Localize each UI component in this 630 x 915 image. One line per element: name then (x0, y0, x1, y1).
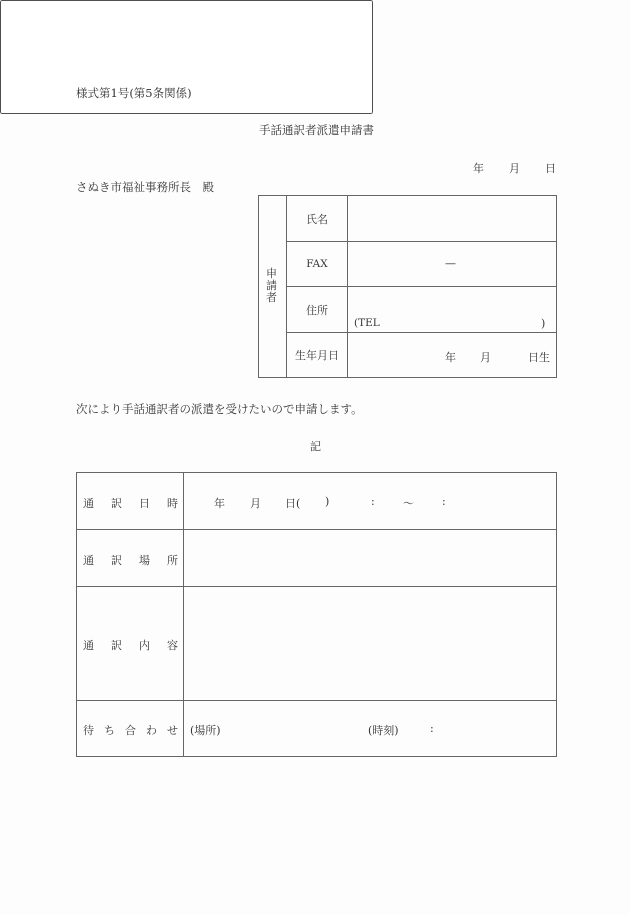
label-char: 待 (83, 724, 94, 737)
tel-close: ) (541, 317, 546, 330)
address-field[interactable] (350, 289, 557, 315)
date-day-label: 日 (545, 162, 556, 175)
table-border (258, 195, 259, 378)
name-label: 氏名 (306, 212, 328, 226)
name-field[interactable] (350, 198, 557, 240)
datetime-colon-start: : (371, 495, 375, 508)
interpretation-place-field[interactable] (186, 532, 557, 585)
label-char: 訳 (111, 554, 122, 567)
birth-month-label: 月 (480, 351, 491, 364)
date-year-label: 年 (473, 162, 484, 175)
datetime-paren-close: ) (325, 495, 330, 508)
addressee: さぬき市福祉事務所長 殿 (76, 180, 214, 194)
birth-day-label: 日生 (528, 351, 550, 364)
tel-field[interactable] (382, 315, 541, 332)
label-char: 訳 (111, 497, 122, 510)
fax-label: FAX (306, 258, 328, 270)
label-char: 者 (266, 291, 277, 304)
datetime-tilde: 〜 (403, 497, 414, 510)
date-month-label: 月 (509, 162, 520, 175)
label-char: 申 (266, 267, 277, 280)
table-divider (183, 472, 184, 757)
datetime-colon-end: : (442, 495, 446, 508)
meeting-place-field[interactable] (226, 705, 370, 753)
meeting-place-label: (場所) (190, 724, 221, 737)
ki-label: 記 (310, 440, 321, 453)
label-char: 合 (125, 724, 136, 737)
label-char: わ (146, 724, 157, 737)
label-char: 通 (83, 639, 94, 652)
meeting-time-field[interactable] (405, 705, 549, 753)
table-border (76, 472, 77, 757)
form-number: 様式第1号(第5条関係) (76, 86, 192, 100)
label-char: 請 (266, 279, 277, 292)
tel-open: (TEL (354, 317, 380, 329)
label-char: 通 (83, 554, 94, 567)
label-char: 容 (167, 639, 178, 652)
label-char: 所 (167, 554, 178, 567)
label-char: 場 (139, 554, 150, 567)
applicant-group-label (266, 268, 277, 304)
label-char: 通 (83, 497, 94, 510)
interpretation-content-label (83, 637, 178, 653)
table-divider (76, 529, 557, 530)
table-border (76, 472, 557, 473)
table-border (76, 756, 557, 757)
datetime-month: 月 (250, 497, 261, 510)
interpretation-place-label (83, 552, 178, 568)
meeting-label (83, 722, 178, 738)
fax-field-area[interactable] (350, 244, 444, 286)
meeting-time-colon: : (430, 722, 434, 735)
meeting-time-label: (時刻) (368, 724, 399, 737)
document-title: 手話通訳者派遣申請書 (259, 123, 374, 137)
request-sentence: 次により手話通訳者の派遣を受けたいので申請します。 (76, 402, 363, 416)
table-divider (76, 586, 557, 587)
label-char: 内 (139, 639, 150, 652)
table-divider (76, 700, 557, 701)
address-label: 住所 (306, 303, 328, 317)
label-char: 訳 (111, 639, 122, 652)
interpretation-datetime-label (83, 495, 178, 511)
datetime-day: 日( (285, 497, 301, 510)
label-char: ち (104, 724, 115, 737)
table-border (258, 377, 557, 378)
fax-dash: — (445, 257, 456, 270)
datetime-year: 年 (214, 497, 225, 510)
label-char: 日 (139, 497, 150, 510)
birth-year-label: 年 (445, 351, 456, 364)
label-char: 時 (167, 497, 178, 510)
label-char: せ (167, 724, 178, 737)
birthdate-label: 生年月日 (295, 349, 339, 362)
